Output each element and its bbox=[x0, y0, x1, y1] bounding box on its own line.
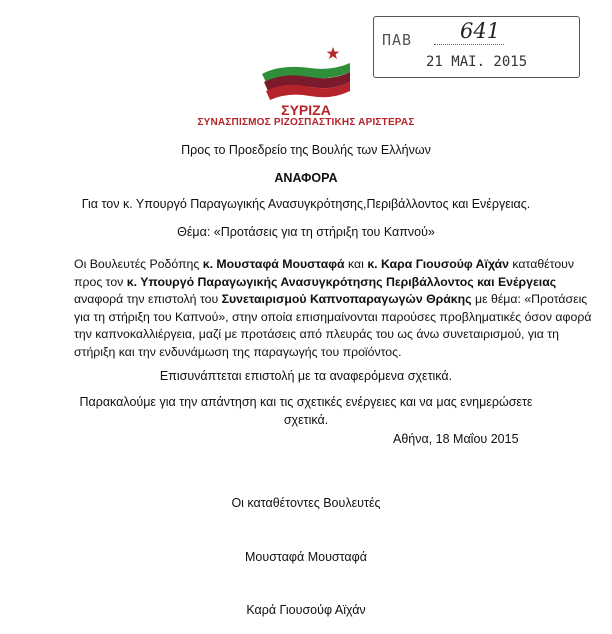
body-text: Οι Βουλευτές Ροδόπης bbox=[74, 257, 203, 271]
mp-name-1: κ. Μουσταφά Μουσταφά bbox=[202, 257, 345, 271]
body-text: και bbox=[344, 257, 368, 271]
body-text: καταθέτουν προς τον bbox=[74, 257, 575, 289]
minister-title: κ. Υπουργό Παραγωγικής Ανασυγκρότησης Περιβάλλοντος και Ενέργειας bbox=[126, 274, 557, 289]
recipient-line: Για τον κ. Υπουργό Παραγωγικής Ανασυγκρότησης,Περιβάλλοντος και Ενέργειας. bbox=[81, 197, 531, 211]
request-line-2: σχετικά. bbox=[283, 413, 329, 427]
subject-line: Θέμα: «Προτάσεις για τη στήριξη του Καπνού» bbox=[177, 225, 435, 239]
registration-stamp bbox=[373, 16, 580, 78]
mp-name-2: κ. Καρα Γιουσούφ Αϊχάν bbox=[367, 257, 509, 271]
logo-star-icon bbox=[327, 47, 340, 59]
document-type: ΑΝΑΦΟΡΑ bbox=[274, 171, 338, 185]
stamp-code: ΠΑΒ bbox=[382, 31, 413, 49]
cooperative-name: Συνεταιρισμού Καπνοπαραγωγών Θράκης bbox=[221, 292, 472, 307]
stamp-number: 641 bbox=[460, 19, 501, 43]
body-text: αναφορά την επιστολή του bbox=[74, 292, 222, 307]
syriza-logo bbox=[252, 44, 362, 104]
body-paragraph bbox=[74, 256, 594, 362]
signatory-2: Καρά Γιουσούφ Αϊχάν bbox=[246, 603, 366, 617]
signatory-1: Μουσταφά Μουσταφά bbox=[245, 550, 367, 564]
stamp-dotted-line bbox=[434, 44, 504, 45]
body-text: με θέμα: «Προτάσεις για τη στήριξη του Καπνού», στην οποία επισημαίνονται παρούσες προβληματικές όσον αφορά την καπνοκαλλιέργεια, μαζί με προτάσεις από πλευράς του ως άνω συνεταιρισμού, για τη στήριξη και την ενδυνάμωση της παραγωγής του προϊόντος. bbox=[74, 292, 592, 359]
attachment-note: Επισυνάπτεται επιστολή με τα αναφερόμενα σχετικά. bbox=[159, 369, 453, 383]
signatories-heading: Οι καταθέτοντες Βουλευτές bbox=[231, 496, 381, 510]
document-date: Αθήνα, 18 Μαΐου 2015 bbox=[393, 432, 519, 446]
stamp-date: 21 MAI. 2015 bbox=[426, 54, 528, 70]
party-name: ΣΥΡΙΖΑ bbox=[281, 102, 331, 118]
request-line-1: Παρακαλούμε για την απάντηση και τις σχετικές ενέργειες και να μας ενημερώσετε bbox=[79, 395, 533, 409]
party-full-name: ΣΥΝΑΣΠΙΣΜΟΣ ΡΙΖΟΣΠΑΣΤΙΚΗΣ ΑΡΙΣΤΕΡΑΣ bbox=[197, 117, 415, 128]
addressee: Προς το Προεδρείο της Βουλής των Ελλήνων bbox=[181, 143, 431, 157]
